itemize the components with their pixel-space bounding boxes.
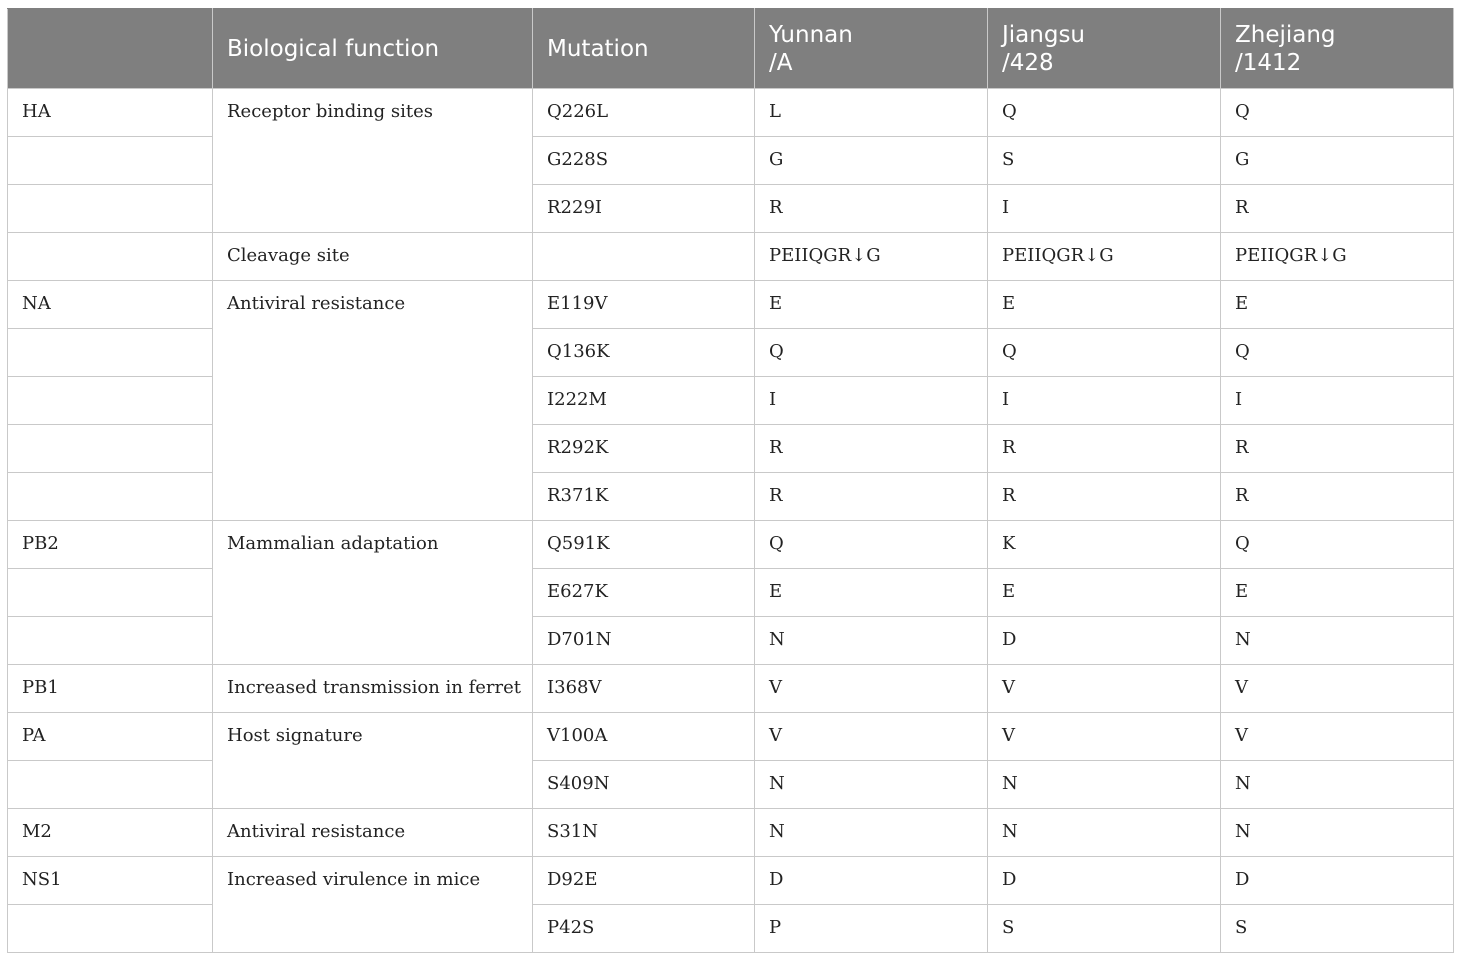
cell-yunnan: N xyxy=(755,617,988,665)
cell-mutation: R292K xyxy=(533,425,755,473)
cell-jiangsu: PEIIQGR↓G xyxy=(988,233,1221,281)
cell-yunnan: Q xyxy=(755,521,988,569)
cell-protein: PB2 xyxy=(8,521,213,569)
cell-mutation: R371K xyxy=(533,473,755,521)
cell-jiangsu: I xyxy=(988,377,1221,425)
cell-biological-function xyxy=(213,473,533,521)
cell-mutation: Q136K xyxy=(533,329,755,377)
table-row xyxy=(8,809,1454,857)
table-body xyxy=(8,89,1454,953)
cell-jiangsu: D xyxy=(988,857,1221,905)
cell-protein xyxy=(8,425,213,473)
cell-mutation: Q591K xyxy=(533,521,755,569)
cell-zhejiang: E xyxy=(1221,281,1454,329)
cell-biological-function xyxy=(213,185,533,233)
cell-protein xyxy=(8,617,213,665)
cell-zhejiang: Q xyxy=(1221,521,1454,569)
header-zhejiang-line1: Zhejiang xyxy=(1235,21,1336,48)
cell-mutation: I368V xyxy=(533,665,755,713)
header-jiangsu xyxy=(988,9,1221,89)
cell-zhejiang: R xyxy=(1221,185,1454,233)
cell-yunnan: D xyxy=(755,857,988,905)
header-yunnan-line1: Yunnan xyxy=(769,21,853,48)
cell-zhejiang: N xyxy=(1221,617,1454,665)
cell-yunnan: E xyxy=(755,569,988,617)
cell-zhejiang: PEIIQGR↓G xyxy=(1221,233,1454,281)
cell-protein xyxy=(8,761,213,809)
cell-yunnan: G xyxy=(755,137,988,185)
cell-biological-function: Increased virulence in mice xyxy=(213,857,533,905)
table-row xyxy=(8,713,1454,761)
cell-biological-function: Antiviral resistance xyxy=(213,809,533,857)
cell-yunnan: V xyxy=(755,665,988,713)
cell-jiangsu: S xyxy=(988,137,1221,185)
cell-mutation: P42S xyxy=(533,905,755,953)
cell-jiangsu: S xyxy=(988,905,1221,953)
cell-protein: PA xyxy=(8,713,213,761)
header-mutation: Mutation xyxy=(533,9,755,89)
cell-biological-function xyxy=(213,569,533,617)
cell-jiangsu: N xyxy=(988,809,1221,857)
cell-mutation: R229I xyxy=(533,185,755,233)
cell-zhejiang: V xyxy=(1221,713,1454,761)
cell-yunnan: Q xyxy=(755,329,988,377)
cell-jiangsu: K xyxy=(988,521,1221,569)
cell-biological-function xyxy=(213,329,533,377)
cell-yunnan: P xyxy=(755,905,988,953)
table-row xyxy=(8,473,1454,521)
cell-mutation: D92E xyxy=(533,857,755,905)
cell-jiangsu: R xyxy=(988,473,1221,521)
header-jiangsu-line2: /428 xyxy=(1002,49,1054,76)
cell-jiangsu: I xyxy=(988,185,1221,233)
cell-protein: M2 xyxy=(8,809,213,857)
cell-yunnan: N xyxy=(755,761,988,809)
cell-zhejiang: N xyxy=(1221,809,1454,857)
header-zhejiang-line2: /1412 xyxy=(1235,49,1302,76)
cell-biological-function xyxy=(213,905,533,953)
cell-yunnan: R xyxy=(755,473,988,521)
cell-biological-function: Receptor binding sites xyxy=(213,89,533,137)
header-biological-function: Biological function xyxy=(213,9,533,89)
cell-protein xyxy=(8,233,213,281)
cell-biological-function xyxy=(213,425,533,473)
cell-jiangsu: E xyxy=(988,281,1221,329)
header-jiangsu-line1: Jiangsu xyxy=(1002,21,1086,48)
cell-mutation: V100A xyxy=(533,713,755,761)
cell-jiangsu: Q xyxy=(988,329,1221,377)
cell-zhejiang: Q xyxy=(1221,329,1454,377)
table-row xyxy=(8,89,1454,137)
cell-zhejiang: V xyxy=(1221,665,1454,713)
cell-protein xyxy=(8,377,213,425)
table-row xyxy=(8,857,1454,905)
cell-biological-function xyxy=(213,137,533,185)
cell-protein: PB1 xyxy=(8,665,213,713)
cell-mutation: S409N xyxy=(533,761,755,809)
cell-jiangsu: V xyxy=(988,713,1221,761)
cell-protein: NS1 xyxy=(8,857,213,905)
cell-protein xyxy=(8,185,213,233)
cell-biological-function: Increased transmission in ferret xyxy=(213,665,533,713)
cell-yunnan: E xyxy=(755,281,988,329)
cell-mutation: I222M xyxy=(533,377,755,425)
cell-zhejiang: E xyxy=(1221,569,1454,617)
cell-protein: HA xyxy=(8,89,213,137)
cell-biological-function: Cleavage site xyxy=(213,233,533,281)
cell-jiangsu: R xyxy=(988,425,1221,473)
cell-protein: NA xyxy=(8,281,213,329)
table-row xyxy=(8,761,1454,809)
table-row xyxy=(8,329,1454,377)
cell-mutation: D701N xyxy=(533,617,755,665)
table-row xyxy=(8,521,1454,569)
header-zhejiang xyxy=(1221,9,1454,89)
cell-protein xyxy=(8,569,213,617)
cell-protein xyxy=(8,329,213,377)
table-row xyxy=(8,617,1454,665)
table-row xyxy=(8,185,1454,233)
cell-mutation: G228S xyxy=(533,137,755,185)
header-yunnan xyxy=(755,9,988,89)
cell-protein xyxy=(8,137,213,185)
cell-jiangsu: N xyxy=(988,761,1221,809)
cell-zhejiang: R xyxy=(1221,425,1454,473)
table-row xyxy=(8,377,1454,425)
cell-jiangsu: Q xyxy=(988,89,1221,137)
mutation-table xyxy=(7,8,1454,953)
cell-yunnan: R xyxy=(755,185,988,233)
cell-jiangsu: D xyxy=(988,617,1221,665)
cell-biological-function xyxy=(213,617,533,665)
cell-jiangsu: V xyxy=(988,665,1221,713)
cell-biological-function: Antiviral resistance xyxy=(213,281,533,329)
table-header-row xyxy=(8,9,1454,89)
cell-zhejiang: D xyxy=(1221,857,1454,905)
cell-jiangsu: E xyxy=(988,569,1221,617)
table-row xyxy=(8,665,1454,713)
cell-yunnan: L xyxy=(755,89,988,137)
cell-mutation: E627K xyxy=(533,569,755,617)
table-row xyxy=(8,569,1454,617)
cell-mutation: Q226L xyxy=(533,89,755,137)
cell-zhejiang: I xyxy=(1221,377,1454,425)
table-row xyxy=(8,233,1454,281)
cell-biological-function xyxy=(213,377,533,425)
cell-biological-function xyxy=(213,761,533,809)
table-row xyxy=(8,137,1454,185)
cell-zhejiang: Q xyxy=(1221,89,1454,137)
header-protein xyxy=(8,9,213,89)
table-row xyxy=(8,281,1454,329)
cell-zhejiang: N xyxy=(1221,761,1454,809)
cell-zhejiang: R xyxy=(1221,473,1454,521)
cell-protein xyxy=(8,905,213,953)
cell-mutation xyxy=(533,233,755,281)
cell-yunnan: I xyxy=(755,377,988,425)
cell-yunnan: PEIIQGR↓G xyxy=(755,233,988,281)
cell-zhejiang: G xyxy=(1221,137,1454,185)
cell-biological-function: Host signature xyxy=(213,713,533,761)
cell-mutation: E119V xyxy=(533,281,755,329)
cell-zhejiang: S xyxy=(1221,905,1454,953)
mutation-table-container xyxy=(7,8,1454,953)
table-row xyxy=(8,905,1454,953)
cell-protein xyxy=(8,473,213,521)
cell-yunnan: V xyxy=(755,713,988,761)
header-yunnan-line2: /A xyxy=(769,49,793,76)
cell-yunnan: R xyxy=(755,425,988,473)
cell-biological-function: Mammalian adaptation xyxy=(213,521,533,569)
cell-yunnan: N xyxy=(755,809,988,857)
cell-mutation: S31N xyxy=(533,809,755,857)
table-row xyxy=(8,425,1454,473)
